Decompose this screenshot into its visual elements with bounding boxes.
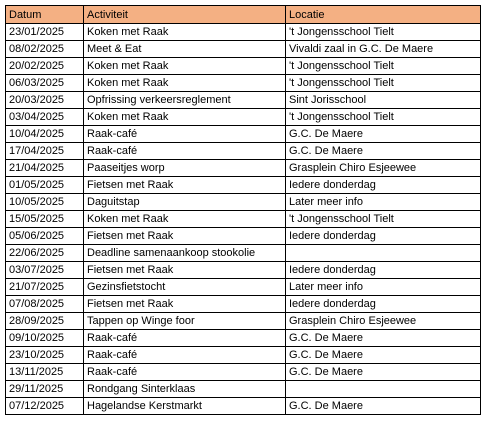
location-cell: 't Jongensschool Tielt [286, 109, 481, 126]
location-cell: G.C. De Maere [286, 398, 481, 415]
location-cell: G.C. De Maere [286, 330, 481, 347]
location-cell: Grasplein Chiro Esjeewee [286, 313, 481, 330]
table-row [6, 143, 481, 160]
location-cell: 't Jongensschool Tielt [286, 75, 481, 92]
table-row [6, 126, 481, 143]
header-locatie: Locatie [286, 6, 481, 24]
table-row [6, 330, 481, 347]
activity-cell: Rondgang Sinterklaas [84, 381, 286, 398]
activity-cell: Gezinsfietstocht [84, 279, 286, 296]
location-cell: Later meer info [286, 279, 481, 296]
activity-cell: Raak-café [84, 143, 286, 160]
activity-cell: Fietsen met Raak [84, 177, 286, 194]
activity-cell: Daguitstap [84, 194, 286, 211]
location-cell: Grasplein Chiro Esjeewee [286, 160, 481, 177]
activity-cell: Fietsen met Raak [84, 228, 286, 245]
activity-cell: Deadline samenaankoop stookolie [84, 245, 286, 262]
date-cell: 20/03/2025 [6, 92, 84, 109]
location-cell: Iedere donderdag [286, 296, 481, 313]
date-cell: 21/04/2025 [6, 160, 84, 177]
location-cell: 't Jongensschool Tielt [286, 24, 481, 41]
activity-cell: Koken met Raak [84, 24, 286, 41]
header-row [6, 6, 481, 24]
date-cell: 06/03/2025 [6, 75, 84, 92]
table-row [6, 296, 481, 313]
table-row [6, 347, 481, 364]
table-row [6, 211, 481, 228]
location-cell: Sint Jorisschool [286, 92, 481, 109]
activity-cell: Raak-café [84, 126, 286, 143]
table-row [6, 245, 481, 262]
location-cell: Later meer info [286, 194, 481, 211]
table-row [6, 92, 481, 109]
date-cell: 23/01/2025 [6, 24, 84, 41]
date-cell: 13/11/2025 [6, 364, 84, 381]
activity-cell: Koken met Raak [84, 58, 286, 75]
location-cell: Iedere donderdag [286, 177, 481, 194]
table-row [6, 160, 481, 177]
table-row [6, 262, 481, 279]
activity-cell: Fietsen met Raak [84, 296, 286, 313]
location-cell [286, 245, 481, 262]
table-body [6, 24, 481, 415]
activity-cell: Tappen op Winge foor [84, 313, 286, 330]
table-row [6, 109, 481, 126]
activity-cell: Koken met Raak [84, 109, 286, 126]
date-cell: 01/05/2025 [6, 177, 84, 194]
location-cell: G.C. De Maere [286, 126, 481, 143]
date-cell: 23/10/2025 [6, 347, 84, 364]
header-activiteit: Activiteit [84, 6, 286, 24]
activity-schedule-table [5, 5, 481, 415]
date-cell: 15/05/2025 [6, 211, 84, 228]
date-cell: 07/12/2025 [6, 398, 84, 415]
location-cell: G.C. De Maere [286, 347, 481, 364]
table-row [6, 177, 481, 194]
date-cell: 20/02/2025 [6, 58, 84, 75]
table-row [6, 24, 481, 41]
header-datum: Datum [6, 6, 84, 24]
location-cell: Iedere donderdag [286, 228, 481, 245]
date-cell: 03/07/2025 [6, 262, 84, 279]
location-cell [286, 381, 481, 398]
table-row [6, 398, 481, 415]
date-cell: 29/11/2025 [6, 381, 84, 398]
date-cell: 05/06/2025 [6, 228, 84, 245]
date-cell: 10/05/2025 [6, 194, 84, 211]
activity-cell: Meet & Eat [84, 41, 286, 58]
location-cell: Iedere donderdag [286, 262, 481, 279]
table-row [6, 364, 481, 381]
date-cell: 08/02/2025 [6, 41, 84, 58]
table-row [6, 194, 481, 211]
activity-cell: Koken met Raak [84, 211, 286, 228]
table-row [6, 279, 481, 296]
activity-cell: Hagelandse Kerstmarkt [84, 398, 286, 415]
date-cell: 09/10/2025 [6, 330, 84, 347]
activity-cell: Paaseitjes worp [84, 160, 286, 177]
activity-cell: Fietsen met Raak [84, 262, 286, 279]
table-row [6, 58, 481, 75]
activity-cell: Raak-café [84, 330, 286, 347]
date-cell: 07/08/2025 [6, 296, 84, 313]
location-cell: G.C. De Maere [286, 143, 481, 160]
activity-cell: Opfrissing verkeersreglement [84, 92, 286, 109]
date-cell: 10/04/2025 [6, 126, 84, 143]
location-cell: G.C. De Maere [286, 364, 481, 381]
table-row [6, 228, 481, 245]
activity-cell: Koken met Raak [84, 75, 286, 92]
table-row [6, 75, 481, 92]
table-row [6, 313, 481, 330]
date-cell: 28/09/2025 [6, 313, 84, 330]
location-cell: 't Jongensschool Tielt [286, 211, 481, 228]
date-cell: 21/07/2025 [6, 279, 84, 296]
date-cell: 17/04/2025 [6, 143, 84, 160]
location-cell: Vivaldi zaal in G.C. De Maere [286, 41, 481, 58]
date-cell: 03/04/2025 [6, 109, 84, 126]
table-header [6, 6, 481, 24]
location-cell: 't Jongensschool Tielt [286, 58, 481, 75]
table-row [6, 381, 481, 398]
date-cell: 22/06/2025 [6, 245, 84, 262]
activity-cell: Raak-café [84, 364, 286, 381]
activity-cell: Raak-café [84, 347, 286, 364]
table-row [6, 41, 481, 58]
